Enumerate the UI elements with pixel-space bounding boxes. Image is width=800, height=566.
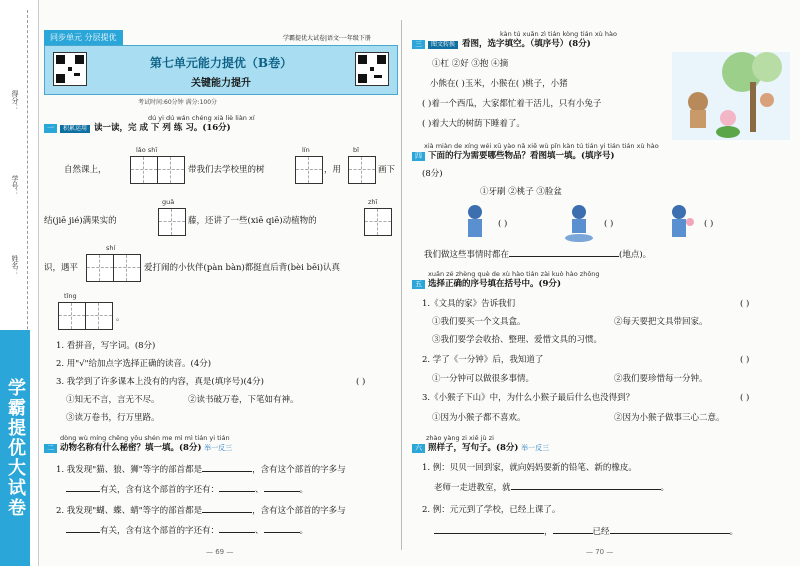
option-3: ③读万卷书，行万里路。 [66,413,160,423]
question-3: 3. 我学到了许多课本上没有的内容，真是(填序号)(4分) [56,377,264,387]
section-title: 动物名称有什么秘密？填一填。(8分) [60,443,202,453]
brushing-teeth-illustration [458,204,492,240]
answer-paren[interactable]: ( ) [356,377,366,387]
answer-paren[interactable]: ( ) [740,393,750,403]
page-divider [401,20,402,550]
section-3-heading [412,40,591,49]
pinyin-prompt: guǎ [162,198,175,206]
answer-paren[interactable]: ( ) [498,219,508,229]
page-subtitle: 关键能力提升 [191,78,251,89]
writing-box[interactable] [348,156,376,184]
left-page [38,0,400,566]
section-tag: 图文转换 [428,41,458,49]
section-number: 五 [412,280,425,289]
section-title: 读一读，完 成 下 列 练 习。(16分) [94,123,231,133]
eating-peach-illustration [662,204,696,240]
binding-strip [0,0,39,566]
right-page [404,0,796,566]
answer-paren[interactable]: ( ) [740,355,750,365]
example-sentence: 2. 例：元元到了学校，已经上课了。 [422,505,561,515]
page-number: — 70 — [586,548,614,556]
header-tag: 同步单元 分层提优 [44,30,123,45]
section-title: 下面的行为需要哪些物品？看图填一填。(填序号) [428,151,615,161]
writing-box[interactable] [113,254,141,282]
option-1: ①我们要买一个文具盒。 [432,317,526,327]
writing-box[interactable] [158,208,186,236]
option-1: ①一分钟可以做很多事情。 [432,374,535,384]
sec2-q1-line2: 有关，含有这个部首的字还有： 、 。 [66,486,308,495]
section-pinyin: dòng wù míng chēng yǒu shén me mì mì tián yi tián [60,434,230,442]
option-2: ②读书破万卷，下笔如有神。 [188,395,299,405]
pinyin-prompt: lǎo shī [136,146,158,154]
passage-line: 小熊在( )玉米，小猴在( )桃子，小猪 [430,79,568,89]
option-2: ②我们要珍惜每一分钟。 [614,374,708,384]
fill-sentence: ， 已经 。 [434,528,738,537]
word-options: ①杠 ②好 ③抱 ④摘 [432,59,509,69]
section-score: (8分) [422,169,443,179]
item-options: ①牙刷 ②桃子 ③脸盆 [480,187,562,197]
option-1: ①知无不言，言无不尽。 [66,395,160,405]
writing-box[interactable] [130,156,158,184]
section-title: 选择正确的序号填在括号中。(9分) [428,279,561,289]
qr-code-icon [355,52,389,86]
writing-box[interactable] [58,302,86,330]
pinyin-prompt: lín [302,146,310,154]
passage-line: ( )着大大的树荫下睡着了。 [422,119,525,129]
location-fill-line: 我们做这些事情时都在 (地点)。 [424,250,652,260]
pinyin-prompt: shí [106,244,116,252]
sec5-question-1: 1.《文具的家》告诉我们 [422,299,516,309]
sec5-question-3: 3.《小猴子下山》中，为什么小猴子最后什么也没得到？ [422,393,635,403]
section-number: 四 [412,152,425,161]
section-1-heading [44,124,231,133]
passage-line: 带我们去学校里的树 [188,165,265,175]
section-title: 照样子，写句子。(8分) [428,443,519,453]
sec2-q2-line1: 2. 我发现"蝴、蝶、蜻"等字的部首都是 ，含有这个部首的字多与 [56,506,346,516]
section-title: 看图，选字填空。（填序号）(8分) [462,39,591,49]
section-pinyin: dú yi dú wán chéng xià liè liàn xí [148,114,255,122]
option-3: ③我们要学会收拾、整理、爱惜文具的习惯。 [432,335,603,345]
sec2-q2-line2: 有关，含有这个部首的字还有： 、 。 [66,527,308,536]
brand-logo: 学霸提优大试卷 [0,330,30,566]
section-number: 二 [44,444,57,453]
section-number: 三 [412,40,425,49]
passage-line: 结(jiē jié)满果实的 [44,216,117,226]
passage-line: 。 [116,313,125,323]
animals-working-illustration [672,52,790,140]
section-number: 六 [412,444,425,453]
passage-line: 识，遇平 [44,263,79,273]
answer-paren[interactable]: ( ) [604,219,614,229]
section-pinyin: kàn tú xuǎn zì tián kòng tián xù hào [500,30,617,38]
passage-line: ，用 [324,165,342,175]
section-pinyin: xuǎn zé zhèng què de xù hào tián zài kuò hào zhōng [428,270,600,278]
passage-line: 藤，还讲了一些(xiē qiē)动植物的 [188,216,317,226]
writing-box[interactable] [364,208,392,236]
section-pinyin: zhào yàng zi xiě jù zi [426,434,494,442]
page-title: 第七单元能力提优（B卷） [149,56,293,70]
pinyin-prompt: tǐng [64,292,77,300]
section-pinyin: xià miàn de xíng wéi xū yào nǎ xiē wù pǐn kàn tú tián yi tián tián xù hào [424,142,659,150]
writing-box[interactable] [85,302,113,330]
name-field-label: 姓名： [11,255,19,276]
question-1: 1. 看拼音，写字词。(8分) [56,341,156,351]
score-field-label: 得分： [11,90,19,111]
section-5-heading [412,280,561,289]
passage-line: 爱打闹的小伙伴(pàn bàn)都挺直后背(bèi bēi)认真 [144,263,341,273]
section-6-heading [412,444,549,453]
passage-line: 自然课上， [64,165,107,175]
section-4-heading [412,152,615,161]
practice-link[interactable]: 举一反三 [204,444,233,452]
student-id-field-label: 学号： [11,175,19,196]
example-sentence: 1. 例：贝贝一回到家，就向妈妈要新的铅笔、新的橡皮。 [422,463,637,473]
answer-paren[interactable]: ( ) [704,219,714,229]
section-number: 一 [44,124,57,133]
section-2-heading [44,444,232,453]
sec5-question-2: 2. 学了《一分钟》后，我知道了 [422,355,544,365]
header-series: 学霸提优大试卷|语文·一年级下册 [283,35,371,42]
option-2: ②因为小猴子做事三心二意。 [614,413,725,423]
pinyin-prompt: bǐ [353,146,359,154]
passage-line: 画下 [378,165,396,175]
section-tag: 积累运用 [60,125,90,133]
washing-face-illustration [562,204,596,244]
sec2-q1-line1: 1. 我发现"猫、狼、狮"等字的部首都是 ，含有这个部首的字多与 [56,465,346,475]
writing-box[interactable] [86,254,114,282]
title-banner [44,45,398,95]
answer-paren[interactable]: ( ) [740,299,750,309]
question-2: 2. 用"√"给加点字选择正确的读音。(4分) [56,359,212,369]
passage-line: ( )着一个西瓜，大家都忙着干活儿，只有小兔子 [422,99,602,109]
pinyin-prompt: zhī [368,198,378,206]
exam-meta: 考试时间:60分钟 满分:100分 [138,99,218,106]
writing-box[interactable] [157,156,185,184]
option-1: ①因为小猴子都不喜欢。 [432,413,526,423]
page-number: — 69 — [206,548,234,556]
option-2: ②每天要把文具带回家。 [614,317,708,327]
fill-sentence: 老师一走进教室，就 。 [434,483,670,493]
writing-box[interactable] [295,156,323,184]
practice-link[interactable]: 举一反三 [521,444,550,452]
